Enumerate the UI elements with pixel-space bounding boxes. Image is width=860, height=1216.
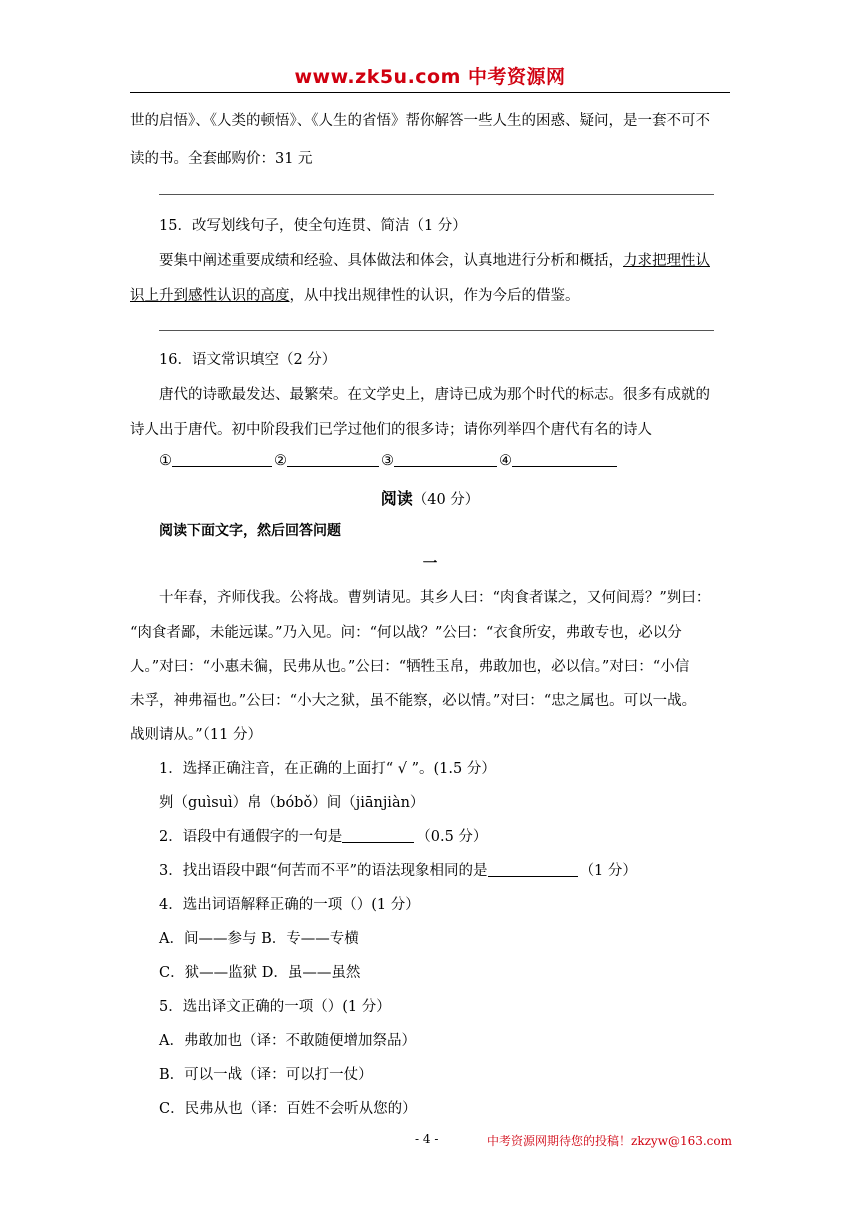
reading-heading (130, 486, 730, 509)
blank-marker-4: ④ (499, 453, 512, 469)
question-3-blank[interactable] (488, 862, 578, 877)
question-2 (159, 825, 487, 846)
q15-underlined-sentence-cont: 识上升到感性认识的高度 (130, 288, 290, 304)
q16-blanks (159, 452, 619, 469)
question-4-options-ab: A．间——参与 B．专——专横 (159, 931, 359, 947)
question-3-text: 3．找出语段中跟“何苦而不平”的语法现象相同的是 (159, 863, 488, 879)
q15-text: 要集中阐述重要成绩和经验、具体做法和体会，认真地进行分析和概括， (159, 253, 623, 269)
poet-blank-1[interactable] (172, 452, 272, 467)
intro-line-2: 读的书。全套邮购价：31 元 (130, 151, 313, 167)
question-5-option-c: C．民弗从也（译：百姓不会听从您的） (159, 1101, 417, 1117)
answer-line-15 (159, 330, 714, 331)
passage-line-1: 十年春，齐师伐我。公将战。曹刿请见。其乡人曰：“肉食者谋之，又何间焉？”刿曰： (159, 590, 711, 606)
reading-title: 阅读 (380, 489, 413, 508)
site-header[interactable]: www.zk5u.com 中考资源网 (294, 66, 566, 88)
q15-line-1 (159, 249, 710, 270)
question-5-option-b: B．可以一战（译：可以打一仗） (159, 1067, 373, 1083)
question-1-items: 刿（guìsuì）帛（bóbǒ）间（jiānjiàn） (159, 795, 425, 811)
question-2-score: （0.5 分） (416, 829, 488, 845)
question-3 (159, 859, 637, 880)
question-1: 1．选择正确注音，在正确的上面打“ √ ”。(1.5 分） (159, 761, 496, 777)
q15-title: 15．改写划线句子，使全句连贯、简洁（1 分） (159, 218, 467, 234)
intro-line-1: 世的启悟》、《人类的顿悟》、《人生的省悟》帮你解答一些人生的困惑、疑问，是一套不可不 (130, 113, 710, 129)
section-number: 一 (422, 556, 438, 572)
blank-marker-1: ① (159, 453, 172, 469)
q16-line-1: 唐代的诗歌最发达、最繁荣。在文学史上，唐诗已成为那个时代的标志。很多有成就的 (159, 387, 710, 403)
question-4: 4．选出词语解释正确的一项（）(1 分） (159, 897, 420, 913)
blank-marker-2: ② (274, 453, 287, 469)
question-4-options-cd: C．狱——监狱 D．虽——虽然 (159, 965, 361, 981)
question-2-blank[interactable] (342, 828, 414, 843)
q15-underlined-sentence: 力求把理性认 (623, 253, 710, 269)
header-divider (130, 92, 730, 93)
q16-title: 16．语文常识填空（2 分） (159, 352, 337, 368)
page-number: - 4 - (415, 1132, 439, 1146)
poet-blank-3[interactable] (394, 452, 497, 467)
passage-line-4: 未孚，神弗福也。”公曰：“小大之狱，虽不能察，必以情。”对曰：“忠之属也。可以一战。 (130, 693, 697, 709)
question-5-option-a: A．弗敢加也（译：不敢随便增加祭品） (159, 1033, 416, 1049)
question-3-score: （1 分） (579, 863, 637, 879)
answer-line-14 (159, 194, 714, 195)
q15-line-2 (130, 284, 580, 305)
q16-line-2: 诗人出于唐代。初中阶段我们已学过他们的很多诗；请你列举四个唐代有名的诗人 (130, 422, 652, 438)
question-2-text: 2．语段中有通假字的一句是 (159, 829, 343, 845)
blank-marker-3: ③ (381, 453, 394, 469)
footer-contact[interactable]: 中考资源网期待您的投稿！zkzyw@163.com (487, 1134, 733, 1148)
poet-blank-4[interactable] (512, 452, 617, 467)
passage-line-5: 战则请从。”（11 分） (130, 727, 262, 743)
reading-instruction: 阅读下面文字，然后回答问题 (159, 523, 341, 539)
poet-blank-2[interactable] (287, 452, 379, 467)
passage-line-2: “肉食者鄙，未能远谋。”乃入见。问：“何以战？”公曰：“衣食所安，弗敢专也，必以分 (130, 625, 682, 641)
question-5: 5．选出译文正确的一项（）(1 分） (159, 999, 391, 1015)
reading-score: （40 分） (412, 492, 480, 508)
passage-line-3: 人。”对曰：“小惠未徧，民弗从也。”公曰：“牺牲玉帛，弗敢加也，必以信。”对曰：“小信 (130, 659, 690, 675)
q15-text-cont: ，从中找出规律性的认识，作为今后的借鉴。 (289, 288, 580, 304)
